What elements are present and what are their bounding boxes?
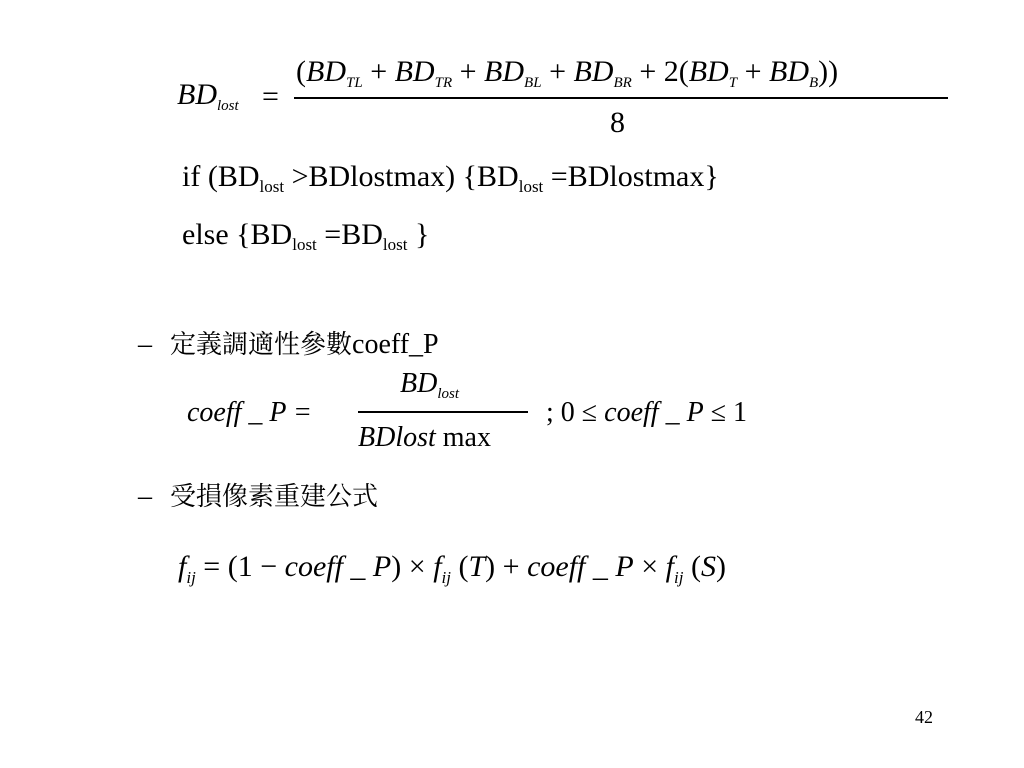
bd-lost-fraction-bar	[294, 97, 948, 99]
coeff-numerator	[400, 368, 459, 402]
bd-lost-lhs-main: BD	[177, 78, 217, 111]
num-coefficient: 2(	[663, 55, 689, 88]
else-sub-2: lost	[382, 235, 408, 254]
coeff-fraction-bar	[358, 411, 528, 413]
bd-lost-denominator: 8	[610, 106, 625, 139]
num-term-b: BD	[769, 55, 809, 88]
num-plus: +	[541, 55, 574, 88]
recon-f-sub: ij	[674, 568, 684, 587]
recon-coeff-var: coeff _ P	[527, 550, 634, 583]
num-term-t-sub: T	[728, 75, 738, 91]
num-term-br-sub: BR	[613, 75, 632, 91]
num-term-br: BD	[573, 55, 614, 88]
num-term-t: BD	[688, 55, 729, 88]
recon-part: = (1 −	[195, 550, 285, 583]
num-term-bl-sub: BL	[524, 75, 542, 91]
num-plus: +	[362, 55, 395, 88]
recon-part: ) +	[485, 550, 528, 583]
else-sub-1: lost	[292, 235, 317, 254]
coeff-num-sub: lost	[437, 386, 460, 402]
if-sub-2: lost	[518, 177, 544, 196]
coeff-cond-prefix: ; 0 ≤	[546, 397, 605, 428]
num-plus: +	[452, 55, 485, 88]
if-part-1: if (BD	[182, 160, 260, 193]
reconstruction-equation	[178, 550, 726, 586]
recon-f-sub: ij	[441, 568, 451, 587]
bullet-reconstruction-formula	[138, 476, 378, 513]
if-part-2: >BDlostmax) {BD	[284, 160, 519, 193]
num-term-tr: BD	[394, 55, 435, 88]
else-part-2: =BD	[316, 218, 383, 251]
recon-part: ×	[633, 550, 666, 583]
coeff-num-main: BD	[400, 368, 438, 399]
bullet-dash: –	[138, 329, 152, 360]
bd-lost-equals: =	[262, 80, 279, 113]
num-term-tl: BD	[306, 55, 346, 88]
num-open-paren: (	[296, 55, 306, 88]
bullet-1-latin-text: coeff_P	[352, 329, 439, 360]
coeff-denominator	[358, 422, 491, 454]
recon-f: f	[665, 550, 674, 583]
recon-part: (	[450, 550, 469, 583]
coeff-cond-var: coeff _ P	[604, 397, 704, 428]
coeff-lhs: coeff _ P =	[187, 397, 312, 428]
if-sub-1: lost	[259, 177, 285, 196]
recon-part: (	[683, 550, 701, 583]
num-term-bl: BD	[484, 55, 525, 88]
else-part-3: }	[407, 218, 430, 251]
if-part-3: =BDlostmax}	[543, 160, 719, 193]
recon-arg-s: S	[700, 550, 716, 583]
bd-lost-lhs-sub: lost	[217, 98, 239, 114]
num-close-paren: ))	[818, 55, 839, 88]
num-term-tr-sub: TR	[434, 75, 453, 91]
bullet-dash: –	[138, 481, 152, 512]
bullet-2-cjk-text: 受損像素重建公式	[170, 482, 379, 512]
page-number: 42	[915, 707, 933, 727]
else-part-1: else {BD	[182, 218, 293, 251]
recon-f: f	[178, 550, 187, 583]
else-statement	[182, 218, 429, 253]
num-term-b-sub: B	[809, 75, 819, 91]
num-term-tl-sub: TL	[346, 75, 363, 91]
coeff-den-roman: max	[435, 422, 491, 453]
num-plus: +	[737, 55, 769, 88]
recon-f-sub: ij	[186, 568, 196, 587]
bd-lost-lhs	[177, 78, 239, 114]
if-statement	[182, 160, 719, 195]
num-plus: +	[631, 55, 664, 88]
recon-coeff-var: coeff _ P	[284, 550, 392, 583]
recon-arg-t: T	[468, 550, 486, 583]
bullet-1-cjk-text: 定義調適性參數	[170, 330, 353, 360]
recon-f: f	[433, 550, 442, 583]
bd-lost-numerator	[296, 55, 838, 91]
coeff-cond-suffix: ≤ 1	[703, 397, 748, 428]
coeff-condition	[546, 397, 747, 429]
recon-part: )	[715, 550, 726, 583]
coeff-den-italic: BDlost	[358, 422, 436, 453]
recon-part: ) ×	[391, 550, 434, 583]
bullet-define-coeff	[138, 324, 439, 361]
